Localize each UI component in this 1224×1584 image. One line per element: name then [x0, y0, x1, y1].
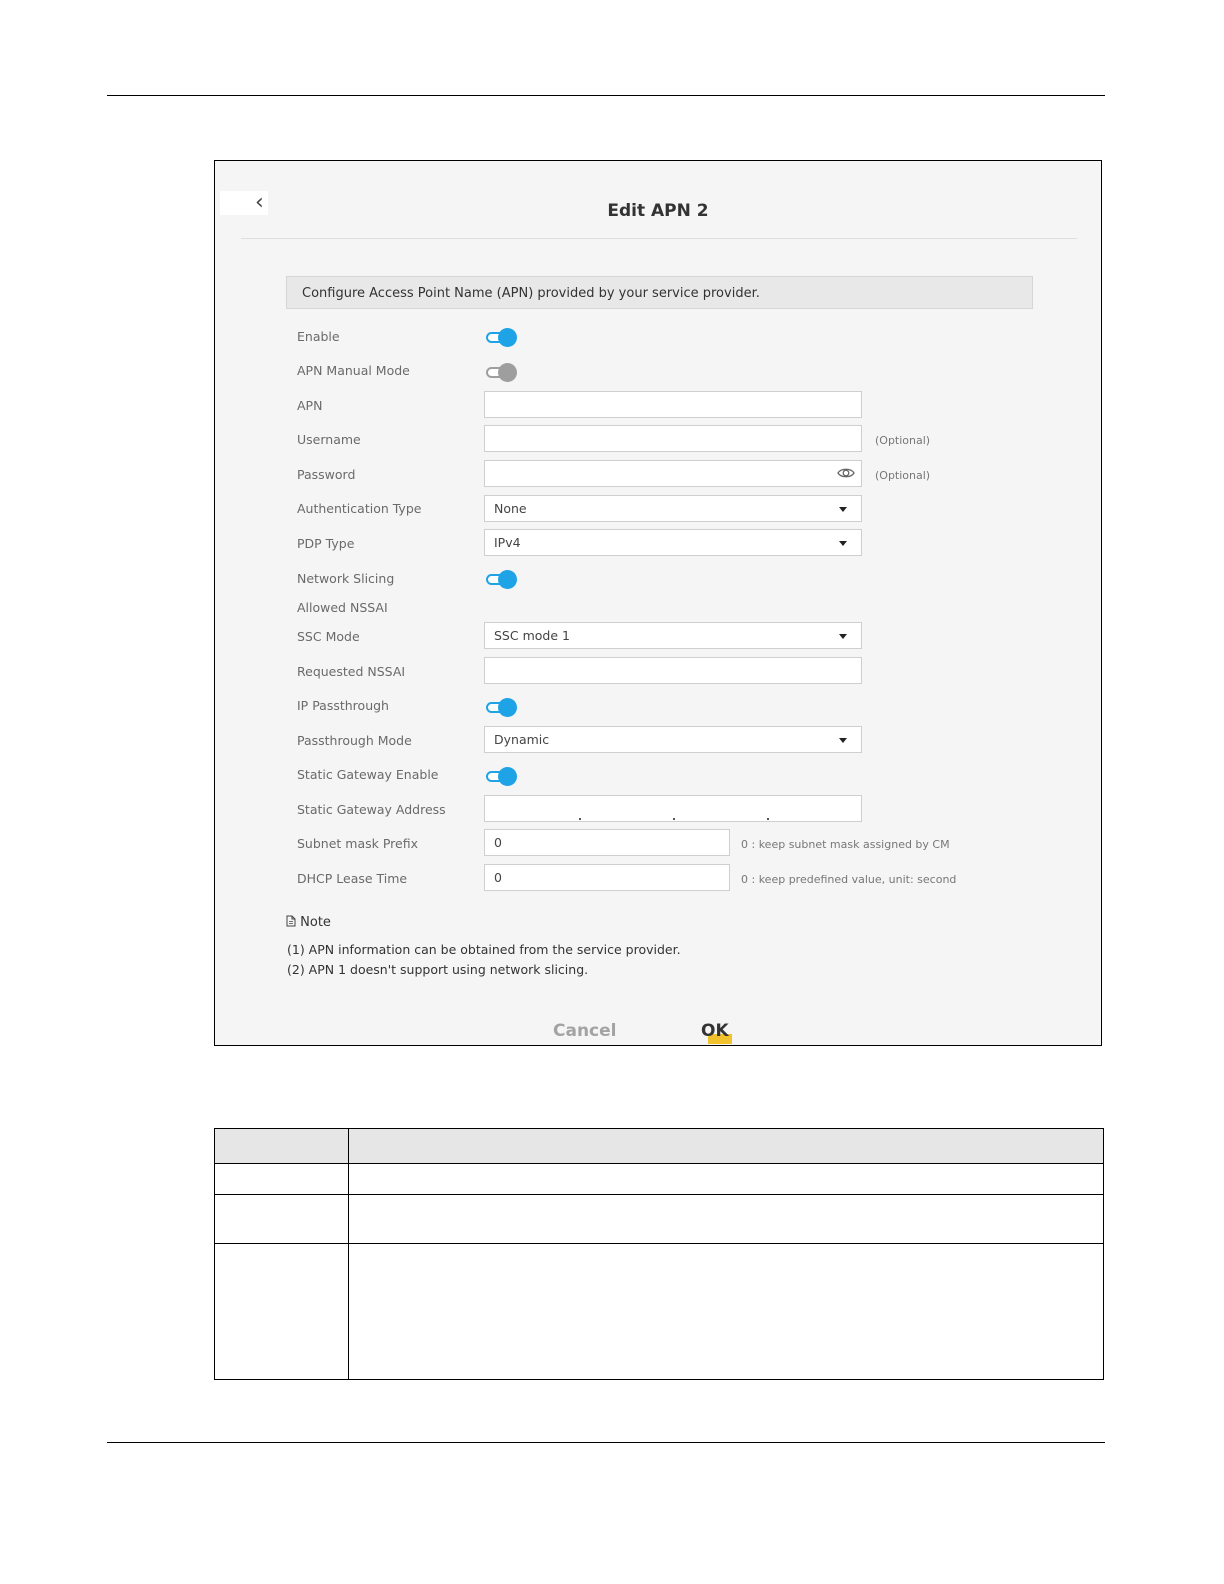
allowed-nssai-label: Allowed NSSAI [297, 600, 388, 615]
apn-manual-mode-label: APN Manual Mode [297, 363, 410, 378]
ip-passthrough-label: IP Passthrough [297, 698, 389, 713]
requested-nssai-label: Requested NSSAI [297, 664, 406, 679]
note-heading [286, 915, 331, 930]
subnet-mask-prefix-hint: 0 : keep subnet mask assigned by CM [741, 838, 950, 851]
pdp-type-label: PDP Type [297, 536, 355, 551]
ip-separator-dot [673, 818, 675, 820]
ssc-mode-select[interactable]: SSC mode 1 [484, 622, 862, 649]
pdp-type-select[interactable]: IPv4 [484, 529, 862, 556]
passthrough-mode-select[interactable]: Dynamic [484, 726, 862, 753]
static-gateway-enable-label: Static Gateway Enable [297, 767, 439, 782]
description-table [214, 1128, 1104, 1380]
table-column-divider [348, 1129, 349, 1379]
ok-button[interactable]: OK [701, 1021, 729, 1041]
dhcp-lease-time-hint: 0 : keep predefined value, unit: second [741, 873, 957, 886]
password-label: Password [297, 467, 356, 482]
info-banner: Configure Access Point Name (APN) provided by your service provider. [286, 276, 1033, 309]
note-line: (2) APN 1 doesn't support using network slicing. [287, 962, 589, 977]
auth-type-label: Authentication Type [297, 501, 422, 516]
network-slicing-label: Network Slicing [297, 571, 395, 586]
username-hint: (Optional) [875, 434, 931, 447]
apn-label: APN [297, 398, 323, 413]
apn-manual-mode-toggle[interactable] [486, 365, 516, 379]
subnet-mask-prefix-label: Subnet mask Prefix [297, 836, 418, 851]
ip-passthrough-toggle[interactable] [486, 700, 516, 714]
top-rule [107, 95, 1105, 96]
passthrough-mode-label: Passthrough Mode [297, 733, 412, 748]
eye-icon[interactable] [837, 466, 855, 480]
cancel-button[interactable]: Cancel [553, 1021, 617, 1041]
apn-input[interactable] [484, 391, 862, 418]
back-chevron-icon[interactable]: ‹ [255, 190, 264, 215]
enable-toggle[interactable] [486, 330, 516, 344]
title-divider [241, 238, 1077, 239]
ssc-mode-label: SSC Mode [297, 629, 360, 644]
document-icon [286, 915, 296, 927]
network-slicing-toggle[interactable] [486, 572, 516, 586]
requested-nssai-input[interactable] [484, 657, 862, 684]
note-heading-text: Note [300, 915, 331, 930]
password-input[interactable] [484, 460, 862, 487]
dhcp-lease-time-label: DHCP Lease Time [297, 871, 408, 886]
password-hint: (Optional) [875, 469, 931, 482]
dialog-title: Edit APN 2 [607, 201, 709, 221]
static-gateway-address-label: Static Gateway Address [297, 802, 446, 817]
subnet-mask-prefix-input[interactable]: 0 [484, 829, 730, 856]
ip-separator-dot [579, 818, 581, 820]
note-line: (1) APN information can be obtained from the service provider. [287, 942, 681, 957]
enable-label: Enable [297, 329, 340, 344]
auth-type-select[interactable]: None [484, 495, 862, 522]
username-label: Username [297, 432, 361, 447]
ip-separator-dot [767, 818, 769, 820]
bottom-rule [107, 1442, 1105, 1443]
dhcp-lease-time-input[interactable]: 0 [484, 864, 730, 891]
edit-apn-dialog [214, 160, 1102, 1046]
static-gateway-enable-toggle[interactable] [486, 769, 516, 783]
static-gateway-address-input[interactable] [484, 795, 862, 822]
username-input[interactable] [484, 425, 862, 452]
